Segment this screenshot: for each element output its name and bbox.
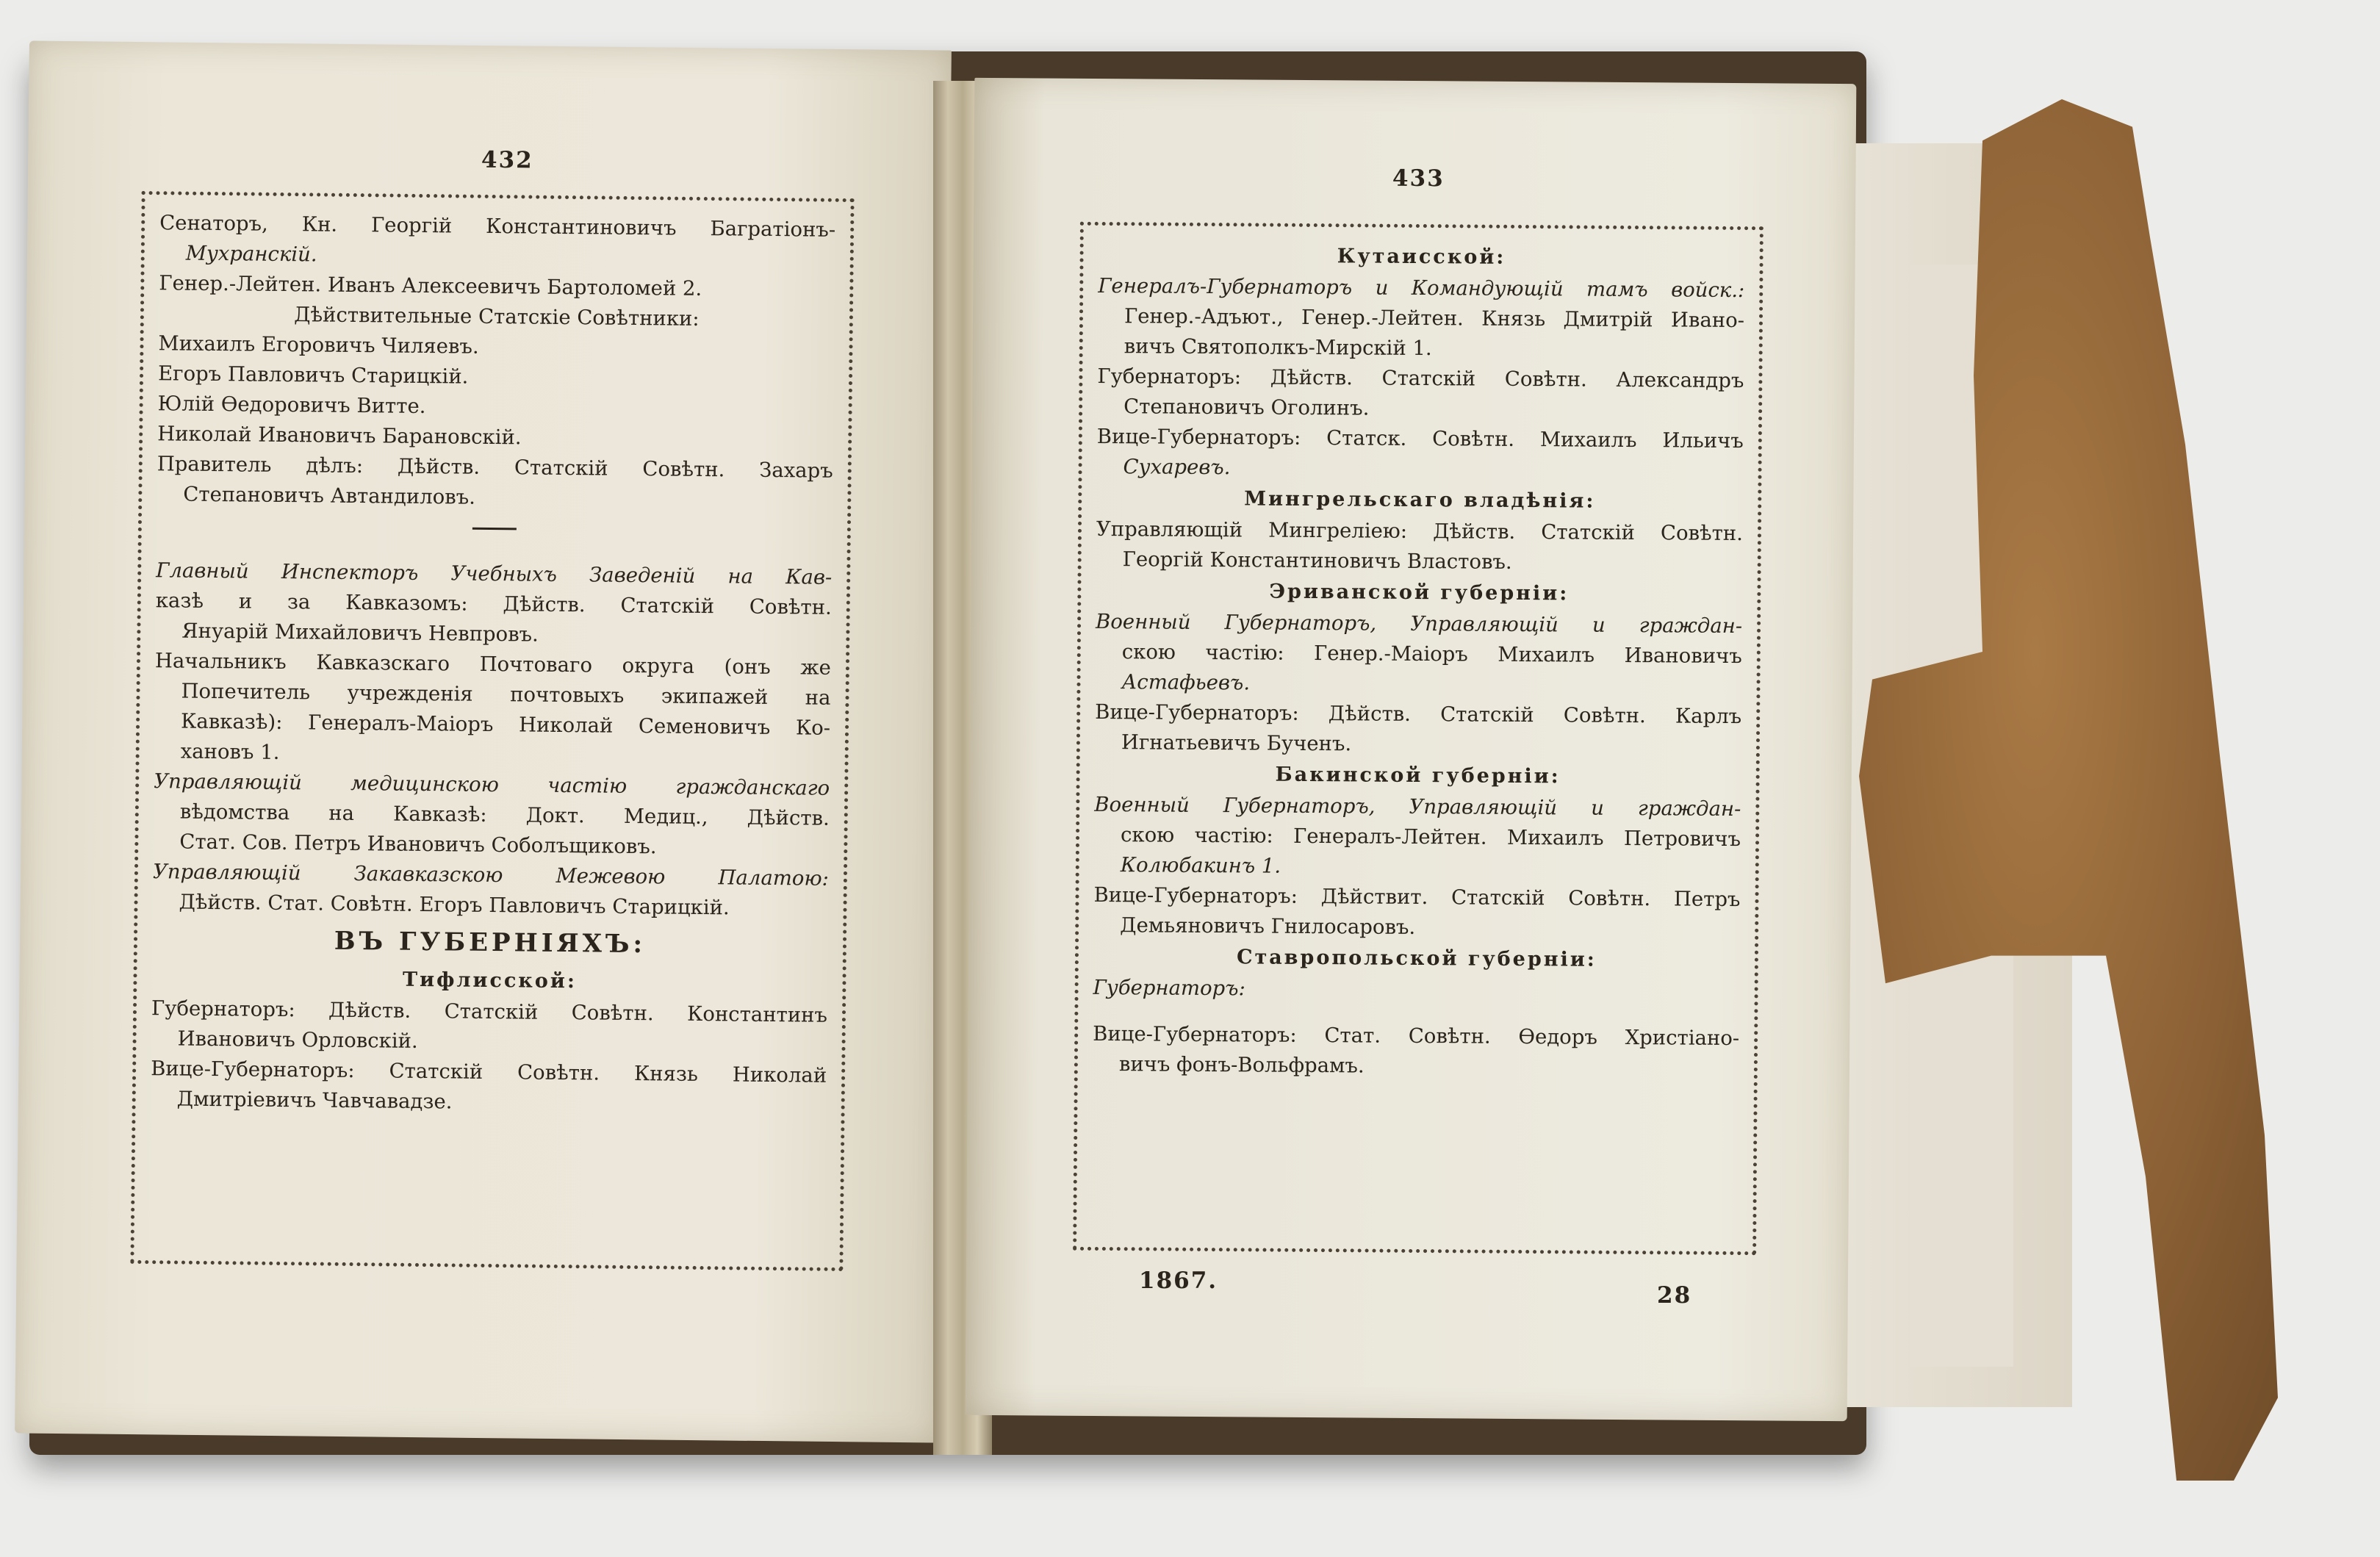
subsection-title: Тифлисской:	[402, 968, 578, 993]
section-title: Мингрельскаго владѣнія:	[1244, 487, 1596, 513]
text-line: вичъ Святополкъ-Мирскій 1.	[1124, 334, 1432, 361]
section-title: Кутаисской:	[1337, 245, 1506, 269]
text-line: хановъ 1.	[180, 739, 280, 764]
text-line: Януарій Михайловичъ Невпровъ.	[181, 619, 539, 647]
text-line: Сенаторъ, Кн. Георгій Константиновичъ Багратіонъ-	[159, 211, 836, 242]
text-line: Колюбакинъ 1.	[1120, 853, 1281, 878]
text-line: Генер.-Лейтен. Иванъ Алексеевичъ Бартоломей 2.	[159, 271, 702, 301]
text-line: Военный Губернаторъ, Управляющій и граждан-	[1095, 609, 1743, 639]
text-line: Стат. Сов. Петръ Ивановичъ Соболъщиковъ.	[179, 830, 657, 859]
section-divider	[472, 528, 517, 531]
text-line: Начальникъ Кавказскаго Почтоваго округа (онъ же	[154, 649, 832, 680]
text-line: Степановичъ Оголинъ.	[1124, 395, 1370, 420]
text-line: вѣдомства на Кавказѣ: Докт. Медиц., Дѣйств.	[179, 799, 830, 830]
section-title: Бакинской губерніи:	[1275, 763, 1561, 788]
text-line: Генералъ-Губернаторъ и Командующій тамъ войск.:	[1098, 273, 1745, 303]
text-line: Дмитріевичъ Чавчавадзе.	[176, 1087, 453, 1114]
section-title: Ставропольской губерніи:	[1236, 946, 1597, 971]
text-line: Дѣйств. Стат. Совѣтн. Егоръ Павловичъ Старицкій.	[179, 890, 730, 920]
right-page-number: 433	[1392, 165, 1445, 193]
text-line: Степановичъ Автандиловъ.	[183, 482, 476, 509]
text-line: Попечитель учрежденія почтовыхъ экипажей на	[181, 679, 831, 710]
text-line: вичъ фонъ-Вольфрамъ.	[1118, 1052, 1365, 1078]
text-line: Вице-Губернаторъ: Статскій Совѣтн. Князь Николай	[150, 1057, 827, 1087]
text-line: скою частію: Генер.-Маіоръ Михаилъ Ивановичъ	[1121, 640, 1742, 669]
section-title: Эриванской губерніи:	[1269, 580, 1570, 605]
text-line: Генер.-Адъют., Генер.-Лейтен. Князь Дмитрій Ивано-	[1124, 304, 1745, 333]
text-line: Губернаторъ: Дѣйств. Статскій Совѣтн. Константинъ	[151, 996, 828, 1027]
text-line: Михаилъ Егоровичъ Чиляевъ.	[158, 331, 479, 359]
text-line: Юлій Ѳедоровичъ Витте.	[157, 392, 426, 419]
text-line: Игнатьевичъ Бученъ.	[1121, 730, 1352, 756]
text-line: Егоръ Павловичъ Старицкій.	[157, 362, 469, 389]
text-line: Мухранскій.	[185, 241, 317, 267]
right-page-frame	[1073, 222, 1764, 1255]
text-line: Вице-Губернаторъ: Дѣйствит. Статскій Совѣтн. Петръ	[1093, 882, 1741, 912]
section-title: ВЪ ГУБЕРНІЯХЪ:	[334, 926, 647, 960]
subheading: Дѣйствительные Статскіе Совѣтники:	[294, 303, 700, 331]
left-page-frame	[130, 191, 854, 1271]
text-line: Губернаторъ: Дѣйств. Статскій Совѣтн. Александръ	[1097, 364, 1744, 393]
text-line: Вице-Губернаторъ: Дѣйств. Статскій Совѣтн. Карлъ	[1095, 700, 1742, 729]
text-line: Управляющій медицинскою частію гражданскаго	[154, 769, 830, 800]
text-line: Управляющій Мингреліею: Дѣйств. Статскій Совѣтн.	[1096, 517, 1744, 546]
text-line: Вице-Губернаторъ: Стат. Совѣтн. Ѳедоръ Христіано-	[1093, 1021, 1740, 1051]
text-line: Военный Губернаторъ, Управляющій и граждан-	[1094, 792, 1741, 821]
text-line: Вице-Губернаторъ: Статск. Совѣтн. Михаилъ Ильичъ	[1096, 424, 1744, 453]
text-line: Управляющій Закавказскою Межевою Палатою:	[152, 860, 830, 891]
text-line: Астафьевъ.	[1121, 670, 1251, 695]
text-line: Кавказѣ): Генералъ-Маіоръ Николай Семеновичъ Ко-	[180, 709, 831, 740]
text-line: скою частію: Генералъ-Лейтен. Михаилъ Петровичъ	[1120, 823, 1741, 852]
text-line: Ивановичъ Орловскій.	[177, 1026, 418, 1053]
text-line: Главный Инспекторъ Учебныхъ Заведеній на Кав-	[156, 558, 833, 589]
signature-mark: 28	[1657, 1282, 1692, 1309]
left-page-number: 432	[481, 146, 533, 174]
text-line: казѣ и за Кавказомъ: Дѣйств. Статскій Совѣтн.	[155, 589, 832, 619]
text-line: Губернаторъ:	[1093, 975, 1245, 1001]
text-line: Георгій Константиновичъ Властовъ.	[1122, 547, 1512, 574]
text-line: Сухаревъ.	[1123, 455, 1231, 480]
footer-year: 1867.	[1139, 1267, 1218, 1294]
text-line: Николай Ивановичъ Барановскій.	[157, 422, 522, 450]
text-line: Правитель дѣлъ: Дѣйств. Статскій Совѣтн. Захаръ	[157, 452, 833, 483]
text-line: Демьяновичъ Гнилосаровъ.	[1120, 913, 1416, 939]
